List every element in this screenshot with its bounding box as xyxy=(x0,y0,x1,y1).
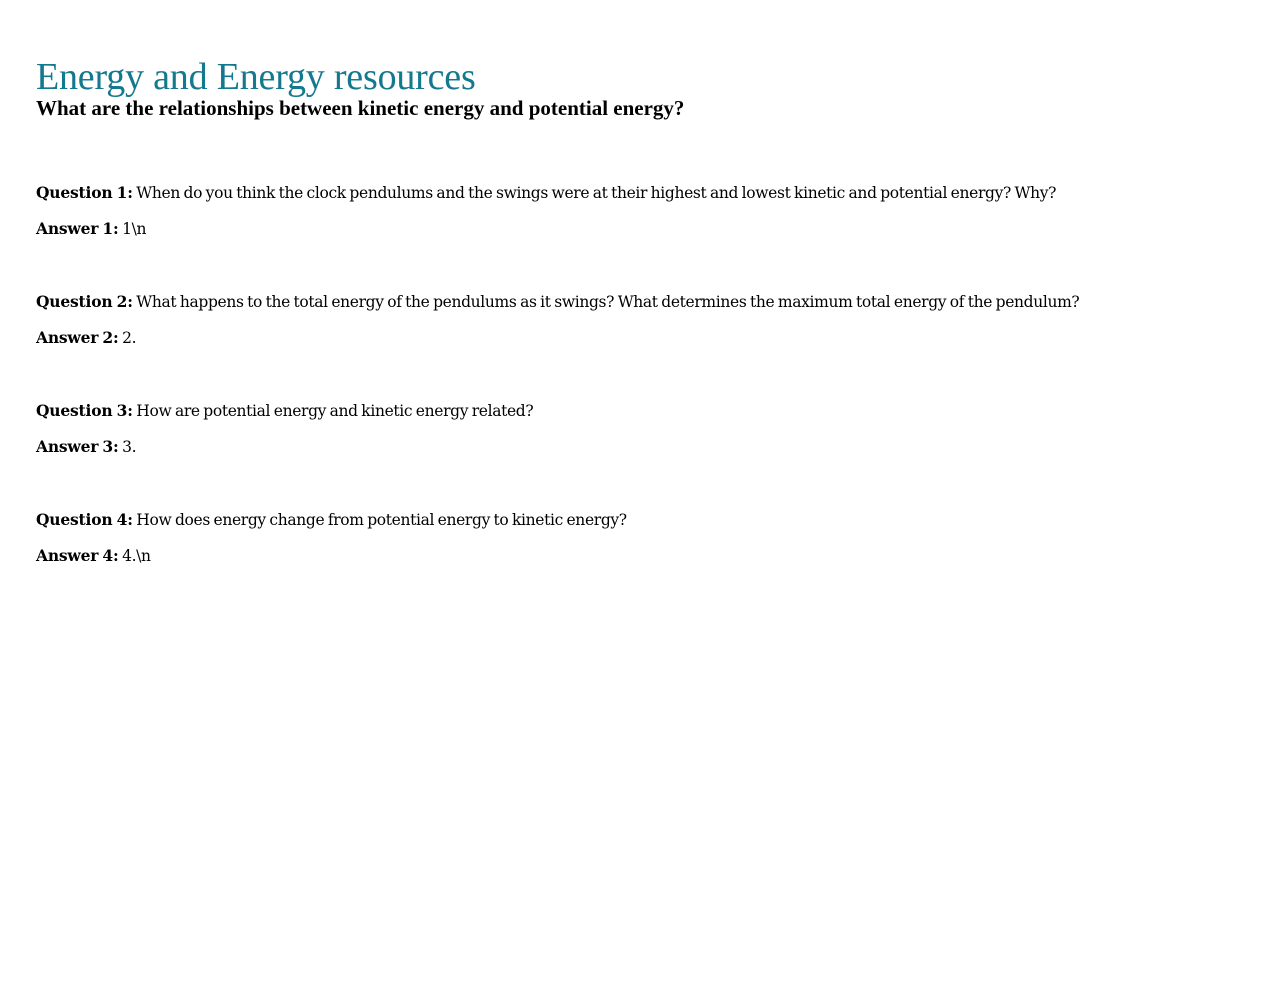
answer-1 xyxy=(36,219,1236,239)
answer-3-label: Answer 3: xyxy=(36,437,119,456)
question-4-text: How does energy change from potential energy to kinetic energy? xyxy=(136,511,627,529)
answer-2-text: 2. xyxy=(122,329,137,347)
qa-item-2 xyxy=(36,292,1236,401)
question-answer-list xyxy=(36,183,1236,619)
question-2-text: What happens to the total energy of the pendulums as it swings? What determines the maximum total energy of the pendulum? xyxy=(136,293,1080,311)
answer-2 xyxy=(36,328,1236,348)
question-2 xyxy=(36,292,1236,312)
answer-2-label: Answer 2: xyxy=(36,328,119,347)
answer-4-text: 4.\n xyxy=(122,547,151,565)
question-4 xyxy=(36,510,1236,530)
qa-item-3 xyxy=(36,401,1236,510)
answer-3-text: 3. xyxy=(122,438,137,456)
document-page xyxy=(36,55,1236,565)
qa-item-1 xyxy=(36,183,1236,292)
question-1-text: When do you think the clock pendulums and the swings were at their highest and lowest kinetic and potential energy? Why? xyxy=(136,184,1057,202)
question-2-label: Question 2: xyxy=(36,292,133,311)
document-subtitle: What are the relationships between kinetic energy and potential energy? xyxy=(36,96,685,120)
question-1-label: Question 1: xyxy=(36,183,133,202)
question-4-label: Question 4: xyxy=(36,510,133,529)
question-3 xyxy=(36,401,1236,421)
document-title: Energy and Energy resources xyxy=(36,56,476,98)
answer-1-label: Answer 1: xyxy=(36,219,119,238)
answer-1-text: 1\n xyxy=(122,220,147,238)
question-3-text: How are potential energy and kinetic energy related? xyxy=(136,402,534,420)
answer-4 xyxy=(36,546,1236,566)
qa-item-4 xyxy=(36,510,1236,619)
question-1 xyxy=(36,183,1236,203)
answer-3 xyxy=(36,437,1236,457)
question-3-label: Question 3: xyxy=(36,401,133,420)
answer-4-label: Answer 4: xyxy=(36,546,119,565)
